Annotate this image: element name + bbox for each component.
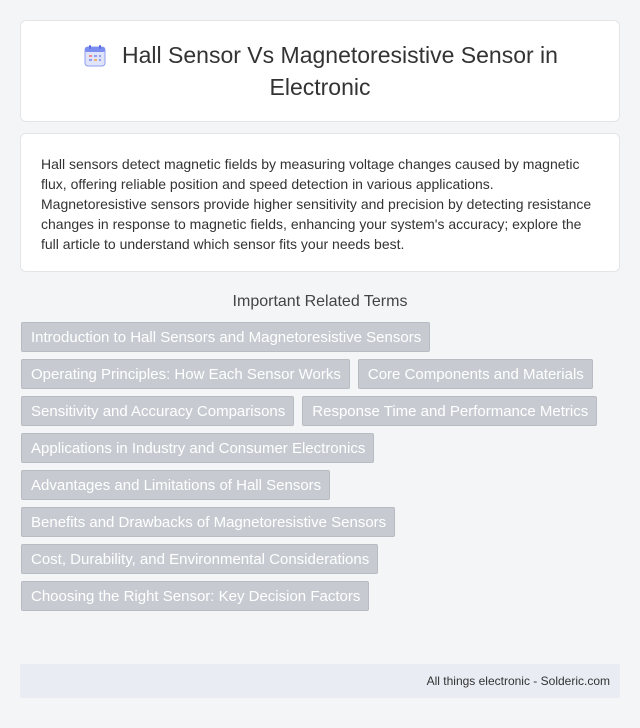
- term-tag[interactable]: Choosing the Right Sensor: Key Decision Factors: [21, 581, 369, 611]
- term-tag[interactable]: Operating Principles: How Each Sensor Works: [21, 359, 350, 389]
- term-tag[interactable]: Core Components and Materials: [358, 359, 593, 389]
- term-tag[interactable]: Benefits and Drawbacks of Magnetoresistive Sensors: [21, 507, 395, 537]
- term-tag[interactable]: Cost, Durability, and Environmental Considerations: [21, 544, 378, 574]
- calendar-icon: [82, 43, 108, 69]
- related-terms-heading: Important Related Terms: [232, 293, 408, 310]
- term-tag[interactable]: Introduction to Hall Sensors and Magnetoresistive Sensors: [21, 322, 430, 352]
- footer-text: All things electronic - Solderic.com: [426, 674, 610, 688]
- related-terms-list: [21, 322, 621, 611]
- summary-text: Hall sensors detect magnetic fields by measuring voltage changes caused by magnetic flux, offering reliable position and speed detection in various applications. Magnetoresistive sensors provide higher sensitivity and precision by detecting resistance changes in response to magnetic fields, enhancing your system's accuracy; explore the full article to understand which sensor fits your needs best.: [41, 156, 592, 252]
- page-title: Hall Sensor Vs Magnetoresistive Sensor in Electronic: [122, 42, 558, 100]
- term-tag[interactable]: Applications in Industry and Consumer Electronics: [21, 433, 374, 463]
- term-tag[interactable]: Advantages and Limitations of Hall Sensors: [21, 470, 330, 500]
- title-card: [20, 20, 620, 122]
- summary-card: [20, 133, 620, 272]
- footer: [20, 664, 620, 698]
- title-wrap: [51, 40, 589, 102]
- term-tag[interactable]: Response Time and Performance Metrics: [302, 396, 597, 426]
- term-tag[interactable]: Sensitivity and Accuracy Comparisons: [21, 396, 294, 426]
